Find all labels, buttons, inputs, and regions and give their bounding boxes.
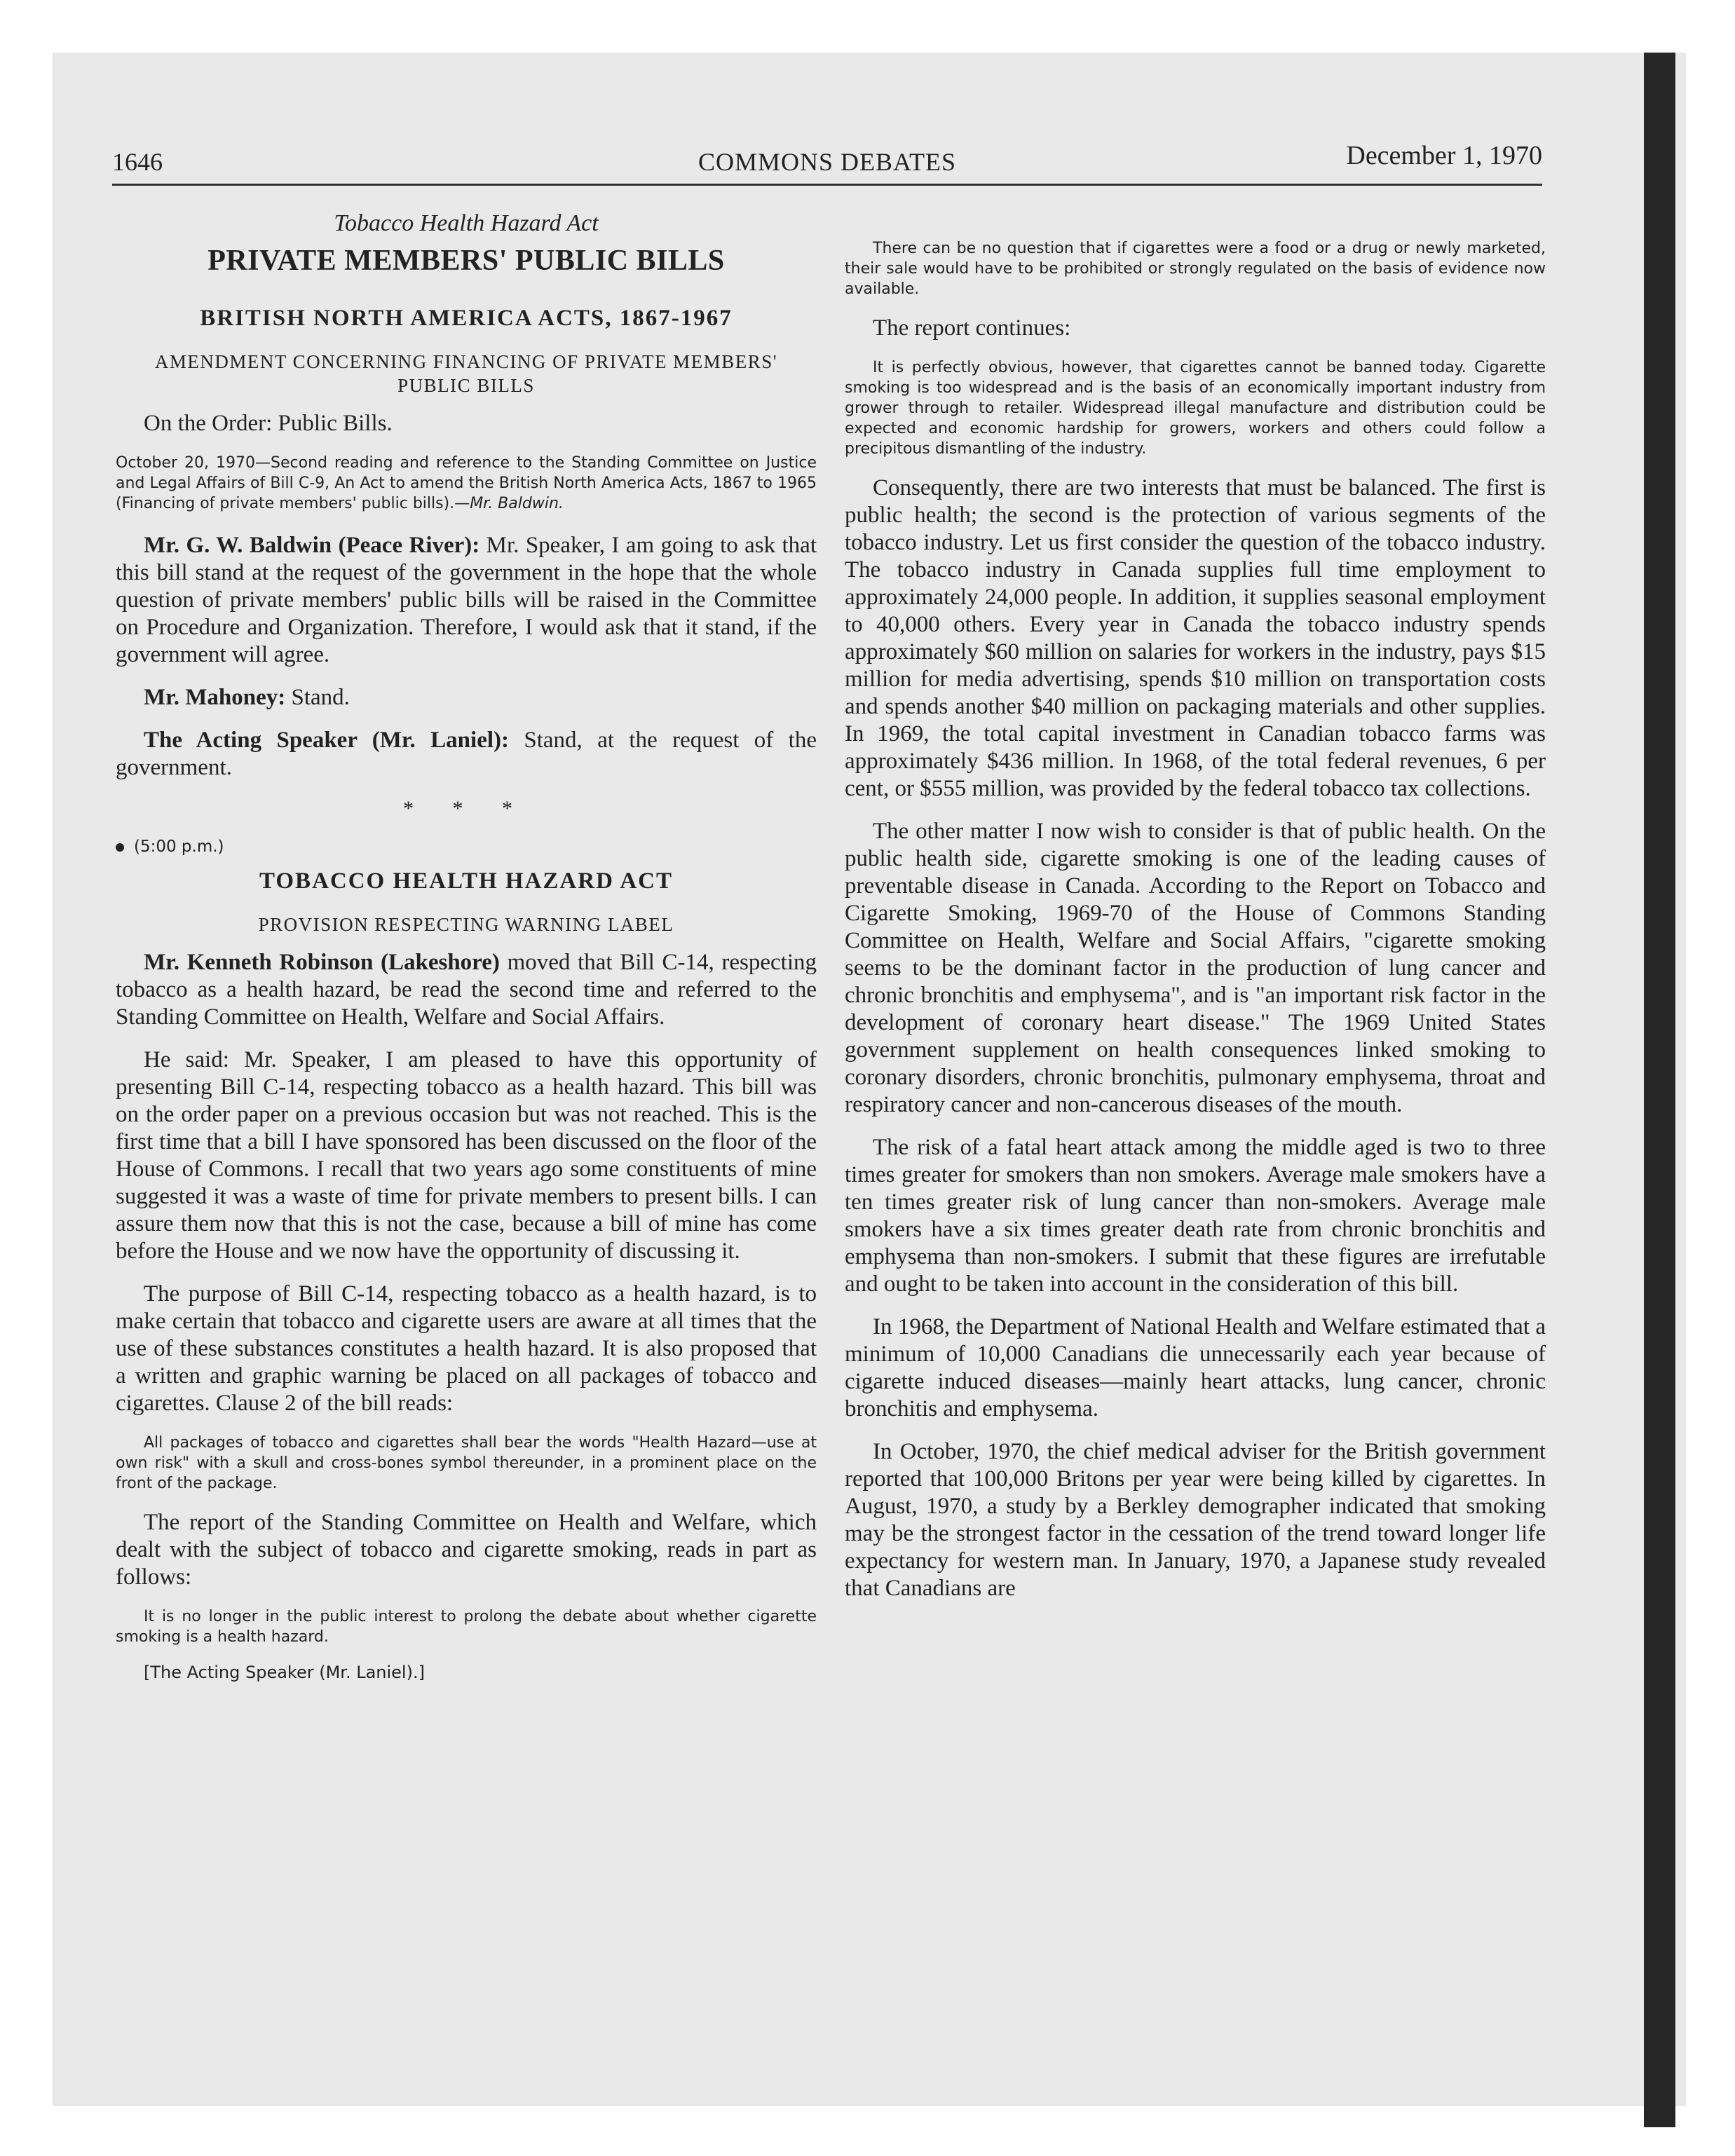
section-title: PRIVATE MEMBERS' PUBLIC BILLS: [207, 245, 725, 277]
he-said-paragraph: He said: Mr. Speaker, I am pleased to have this opportunity of presenting Bill C-14, respecting tobacco as a health hazard. This bill was on the order paper on a previous occasion but was not reached. This is the first time that a bill I have sponsored has been discussed on the floor of the House of Commons. I recall that two years ago some constituents of mine suggested it was a waste of time for private members to present bills. I can assure them now that this is not the case, because a bill of mine has come before the House and we now have the opportunity of discussing it.: [116, 1047, 817, 1264]
october-paragraph: In October, 1970, the chief medical adviser for the British government reported that 100,000 Britons per year were being killed by cigarettes. In August, 1970, a study by a Berkley demographer indicated that smoking may be the strongest factor in the cessation of the trend toward longer life expectancy for western man. In January, 1970, a Japanese study revealed that Canadians are: [845, 1439, 1546, 1601]
notice-mover: Mr. Baldwin.: [470, 495, 564, 512]
act-subtitle: PROVISION RESPECTING WARNING LABEL: [258, 914, 674, 935]
publication-title: COMMONS DEBATES: [698, 148, 957, 176]
time-stamp: [116, 838, 817, 856]
report-quote: It is no longer in the public interest to prolong the debate about whether cigarette smoking is a health hazard.: [116, 1608, 817, 1646]
speaker-name: Mr. Mahoney:: [144, 685, 286, 710]
act-title: TOBACCO HEALTH HAZARD ACT: [259, 868, 674, 894]
page-number: 1646: [112, 148, 163, 176]
speech-text: Stand, at the request of the government.: [116, 728, 817, 780]
report-paragraph: The report of the Standing Committee on Health and Welfare, which dealt with the subject of tobacco and cigarette smoking, reads in part as follows:: [116, 1510, 817, 1590]
left-column: [116, 210, 817, 1682]
risk-paragraph: The risk of a fatal heart attack among the middle aged is two to three times greater for smokers than non smokers. Average male smokers have a ten times greater risk of lung cancer than non-smokers. Average male smokers have a six times greater death rate from chronic bronchitis and emphysema than non-smokers. I submit that these figures are irrefutable and ought to be taken into account in the consideration of this bill.: [845, 1135, 1546, 1297]
page-date: December 1, 1970: [1346, 141, 1542, 170]
baldwin-paragraph: [116, 532, 817, 669]
speech-text: Mr. Speaker, I am going to ask that this bill stand at the request of the government in the hope that the whole question of private members' public bills will be raised in the Committee on Procedure and Organization. Therefore, I would ask that it stand, if the government will agree.: [116, 533, 817, 667]
clause-quote: All packages of tobacco and cigarettes shall bear the words "Health Hazard—use at own risk" with a skull and cross-bones symbol thereunder, in a prominent place on the front of the package.: [116, 1434, 817, 1492]
year-1968-paragraph: In 1968, the Department of National Health and Welfare estimated that a minimum of 10,000 Canadians die unnecessarily each year because of cigarette induced diseases—mainly heart attacks, lung cancer, chronic bronchitis and emphysema.: [845, 1314, 1546, 1421]
notice-paragraph: [116, 453, 817, 514]
mahoney-paragraph: [116, 684, 817, 711]
binding-strip: [1644, 53, 1675, 2127]
section-separator: * * *: [403, 797, 529, 820]
right-column: [845, 210, 1546, 1618]
column-tail: [The Acting Speaker (Mr. Laniel).]: [144, 1663, 425, 1682]
time-text: (5:00 p.m.): [134, 838, 224, 856]
notice-text: October 20, 1970—Second reading and reference to the Standing Committee on Justice and Legal Affairs of Bill C-9, An Act to amend the British North America Acts, 1867 to 1965 (Financing of private members' public bills).—: [116, 454, 817, 512]
other-matter-paragraph: The other matter I now wish to consider is that of public health. On the public health side, cigarette smoking is one of the leading causes of preventable disease in Canada. According to the Report on Tobacco and Cigarette Smoking, 1969-70 of the House of Commons Standing Committee on Health, Welfare and Social Affairs, "cigarette smoking seems to be the dominant factor in the production of lung cancer and chronic bronchitis and emphysema", and is "an important risk factor in the development of coronary heart disease." The 1969 United States government supplement on health consequences linked smoking to coronary disorders, chronic bronchitis, pulmonary emphysema, throat and respiratory cancer and non-cancerous diseases of the mouth.: [845, 819, 1546, 1117]
speaker-name: The Acting Speaker (Mr. Laniel):: [144, 728, 509, 753]
speaker-name: Mr. G. W. Baldwin (Peace River):: [144, 533, 480, 558]
header-rule: [112, 184, 1542, 186]
bill-title: BRITISH NORTH AMERICA ACTS, 1867-1967: [200, 306, 733, 331]
obvious-quote: It is perfectly obvious, however, that cigarettes cannot be banned today. Cigarette smoking is too widespread and is the basis of an economically important industry from grower through to retailer. Widespread illegal manufacture and distribution could be expected and economic hardship for growers, workers and others could follow a precipitous dismantling of the industry.: [845, 359, 1546, 458]
order-line: On the Order: Public Bills.: [144, 411, 393, 436]
consequently-paragraph: Consequently, there are two interests that must be balanced. The first is public health; the second is the protection of various segments of the tobacco industry. Let us first consider the question of the tobacco industry. The tobacco industry in Canada supplies full time employment to approximately 24,000 people. In addition, it supplies seasonal employment to 40,000 others. Every year in Canada the tobacco industry spends approximately $60 million on salaries for workers in the industry, pays $15 million for media advertising, spends $10 million on transportation costs and spends another $40 million on packaging materials and other supplies. In 1969, the total capital investment in Canadian tobacco farms was approximately $436 million. In 1968, of the total federal revenues, 6 per cent, or $555 million, was provided by the federal tobacco tax collections.: [845, 475, 1546, 801]
food-quote: There can be no question that if cigarettes were a food or a drug or newly marketed, their sale would have to be prohibited or strongly regulated on the basis of evidence now available.: [845, 240, 1546, 298]
bullet-icon: [116, 843, 124, 852]
report-continues: The report continues:: [873, 315, 1071, 341]
robinson-paragraph: [116, 949, 817, 1031]
speaker-name: Mr. Kenneth Robinson (Lakeshore): [144, 950, 500, 975]
acting-speaker-paragraph: [116, 727, 817, 782]
speech-text: Stand.: [291, 685, 350, 710]
page-header: [112, 140, 1542, 184]
bill-subtitle: AMENDMENT CONCERNING FINANCING OF PRIVATE MEMBERS' PUBLIC BILLS: [154, 351, 778, 396]
purpose-paragraph: The purpose of Bill C-14, respecting tobacco as a health hazard, is to make certain that tobacco and cigarette users are aware at all times that the use of these substances constitutes a health hazard. It is also proposed that a written and graphic warning be placed on all packages of tobacco and cigarettes. Clause 2 of the bill reads:: [116, 1281, 817, 1416]
speech-text: moved that Bill C-14, respecting tobacco as a health hazard, be read the second time and referred to the Standing Committee on Health, Welfare and Social Affairs.: [116, 950, 817, 1030]
running-head: Tobacco Health Hazard Act: [334, 210, 599, 236]
